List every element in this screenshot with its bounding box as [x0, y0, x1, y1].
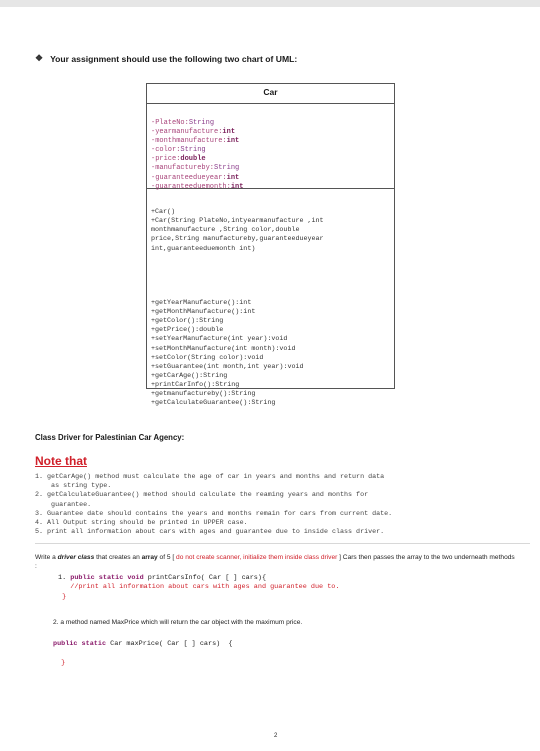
code-number: 1.	[58, 574, 71, 582]
uml-constructor-line: price,String manufactureby,guaranteedueyear	[151, 235, 324, 244]
attribute-type: String	[188, 119, 215, 127]
attribute-type: int	[226, 137, 240, 146]
uml-method: +setYearManufacture(int year):void	[151, 335, 288, 344]
emphasis: driver class	[57, 554, 95, 561]
text: ] Cars then passes the array to the two underneath methods :	[35, 554, 515, 571]
uml-attribute	[151, 137, 394, 146]
uml-method: +getMonthManufacture():int	[151, 308, 256, 317]
code-close-brace: }	[53, 658, 66, 667]
emphasis: array	[141, 554, 158, 561]
uml-attributes	[147, 104, 394, 189]
attribute-name: -monthmanufacture:	[151, 137, 227, 146]
note-item: 5. print all information about cars with ages and guarantee due to inside class driver.	[35, 528, 385, 537]
code-keyword: public static void	[70, 574, 144, 582]
uml-constructors	[151, 208, 394, 253]
text: that creates an	[94, 554, 142, 561]
attribute-name: -yearmanufacture:	[151, 128, 223, 137]
uml-method: +setGuarantee(int month,int year):void	[151, 362, 304, 371]
uml-method: +getPrice():double	[151, 326, 224, 335]
driver-section-title: Class Driver for Palestinian Car Agency:	[35, 433, 185, 442]
notes-list	[35, 473, 392, 537]
uml-constructor-line: +Car(String PlateNo,intyearmanufacture ,int	[151, 217, 324, 226]
uml-method: +getmanufactureby():String	[151, 389, 256, 398]
heading-text: Your assignment should use the following two chart of UML:	[50, 53, 298, 64]
uml-attribute	[151, 119, 394, 128]
attribute-name: -PlateNo:	[151, 119, 189, 127]
uml-constructor-line: +Car()	[151, 208, 176, 217]
attribute-type: int	[226, 173, 240, 182]
note-item: as string type.	[35, 482, 112, 491]
diamond-bullet-icon: ❖	[35, 53, 44, 63]
code-keyword: public static	[53, 640, 107, 648]
uml-method: +setMonthManufacture(int month):void	[151, 344, 296, 353]
uml-constructor-line: monthmanufacture ,String color,double	[151, 226, 300, 235]
uml-attribute	[151, 164, 394, 173]
attribute-name: -price:	[151, 155, 181, 164]
driver-instructions	[35, 553, 515, 572]
uml-class-name: Car	[147, 84, 394, 104]
uml-method: +getYearManufacture():int	[151, 299, 252, 308]
note-title: Note that	[35, 454, 87, 468]
top-bar	[0, 0, 540, 7]
max-price-description: 2. a method named MaxPrice which will return the car object with the maximum price.	[53, 619, 303, 626]
page-number: 2	[274, 733, 278, 739]
warning-text: do not create scanner, initialize them inside class driver	[176, 554, 338, 561]
attribute-type: String	[180, 146, 206, 155]
uml-class-diagram	[146, 83, 395, 408]
uml-attribute	[151, 174, 394, 183]
uml-method: +setColor(String color):void	[151, 353, 264, 362]
uml-attribute	[151, 155, 394, 164]
note-item: 2. getCalculateGuarantee() method should calculate the reaming years and months for	[35, 491, 369, 500]
code-comment: //print all information about cars with ages and guarantee due to.	[58, 583, 340, 592]
divider	[35, 543, 530, 544]
code-max-price	[53, 640, 232, 668]
attribute-name: -guaranteeduemonth:	[151, 182, 231, 191]
text: Write a	[35, 554, 58, 561]
attribute-type: double	[180, 155, 206, 164]
attribute-name: -manufactureby:	[151, 164, 215, 173]
code-close-brace: }	[58, 592, 67, 601]
note-item: 3. Guarantee date should contains the years and months remain for cars from current date.	[35, 509, 393, 518]
note-item: 4. All Output string should be printed in UPPER case.	[35, 519, 248, 528]
attribute-name: -guaranteedueyear:	[151, 173, 227, 182]
attribute-name: -color:	[151, 146, 181, 155]
uml-method: +getCarAge():String	[151, 371, 228, 380]
attribute-type: String	[214, 164, 240, 173]
attribute-type: int	[230, 182, 244, 191]
code-print-cars-info	[58, 574, 339, 602]
uml-attribute	[151, 146, 394, 155]
uml-method: +printCarInfo():String	[151, 380, 240, 389]
uml-method: +getColor():String	[151, 317, 224, 326]
uml-methods	[151, 299, 394, 408]
uml-operations	[147, 189, 394, 426]
attribute-type: int	[222, 128, 236, 137]
uml-constructor-line: int,guaranteeduemonth int)	[151, 244, 256, 253]
uml-method: +getCalculateGuarantee():String	[151, 399, 276, 408]
note-item: guarantee.	[35, 500, 92, 509]
assignment-heading	[35, 53, 297, 64]
code-signature: Car maxPrice( Car [ ] cars) {	[106, 640, 233, 648]
text: of 5 [	[157, 554, 177, 561]
uml-attribute	[151, 128, 394, 137]
note-item: 1. getCarAge() method must calculate the age of car in years and months and return data	[35, 473, 385, 481]
code-signature: printCarsInfo( Car [ ] cars){	[143, 574, 267, 582]
